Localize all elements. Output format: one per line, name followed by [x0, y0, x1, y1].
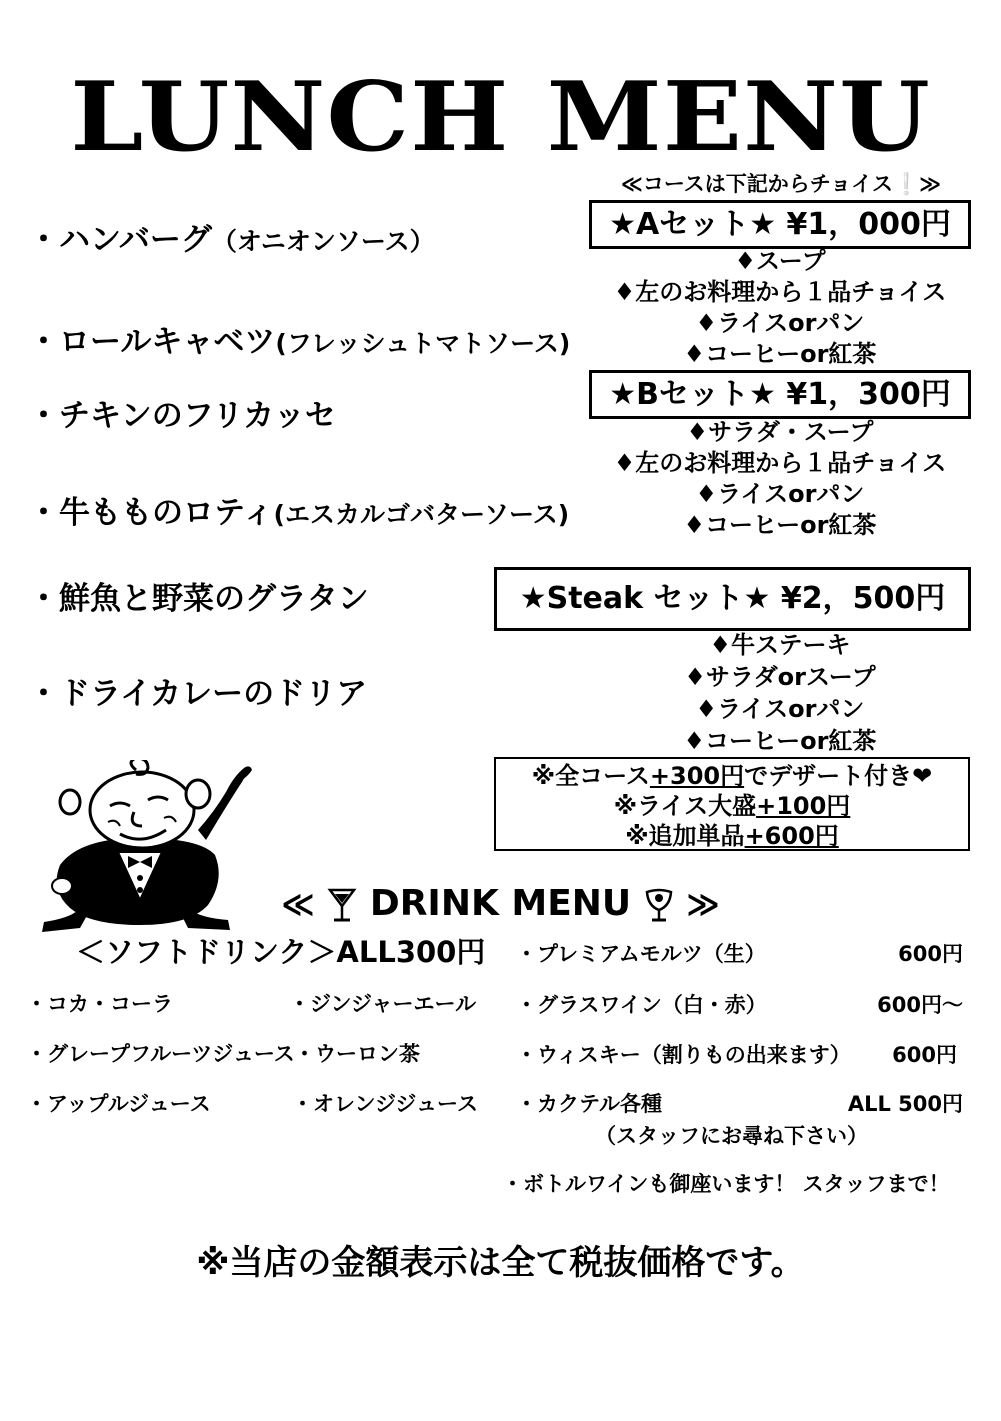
- note-price: +300円: [649, 762, 745, 790]
- alcohol-item-name: ・カクテル各種: [516, 1092, 662, 1116]
- soft-drink-item: ・オレンジジュース: [292, 1092, 478, 1116]
- dish-name: ・ハンバーグ: [28, 222, 212, 258]
- set-steak-line: ♦サラダorスープ: [684, 663, 876, 691]
- note-text: ※全コース: [531, 762, 650, 790]
- set-steak-title-box: [494, 567, 971, 631]
- note-price: +100円: [756, 792, 851, 820]
- alcohol-item-price: 600円: [898, 942, 963, 966]
- soft-drink-item: ・ウーロン茶: [294, 1042, 420, 1066]
- set-steak-line: ♦ライスorパン: [695, 695, 865, 723]
- dish-item: [28, 220, 435, 262]
- dish-sauce: （オニオンソース）: [211, 227, 435, 256]
- set-a-line: ♦ライスorパン: [695, 309, 865, 337]
- dish-item: [28, 396, 336, 438]
- dish-sauce: (フレッシュトマトソース): [275, 329, 571, 358]
- alcohol-item-name: ・ウィスキー（割りもの出来ます）: [516, 1043, 851, 1067]
- set-a-line: ♦スープ: [734, 247, 826, 275]
- drink-menu-heading: DRINK MENU: [369, 883, 632, 924]
- chevron-left-icon: ≪: [281, 885, 315, 923]
- dish-item: [28, 322, 570, 364]
- set-b-title: ★Bセット★ ¥1，300円: [609, 377, 951, 412]
- set-a-line: ♦コーヒーor紅茶: [683, 340, 877, 368]
- dish-name: ・ロールキャベツ: [28, 324, 276, 360]
- alcohol-item-price: 600円～: [877, 993, 963, 1017]
- set-a-contents: [589, 246, 971, 370]
- bottle-wine-note: ・ボトルワインも御座います！ スタッフまで！: [502, 1172, 950, 1196]
- chevron-right-icon: ≫: [686, 885, 720, 923]
- note-price: +600円: [744, 822, 839, 850]
- set-b-line: ♦コーヒーor紅茶: [683, 511, 877, 539]
- cocktail-note: （スタッフにお尋ね下さい）: [595, 1124, 868, 1148]
- set-b-line: ♦ライスorパン: [695, 480, 865, 508]
- dish-item: [28, 493, 569, 535]
- dish-name: ・鮮魚と野菜のグラタン: [28, 581, 369, 617]
- dish-item: [28, 674, 367, 716]
- cocktail-glass-icon: [327, 886, 357, 924]
- tropical-drink-icon: [644, 886, 674, 924]
- note-text: ※追加単品: [625, 822, 745, 850]
- dish-name: ・チキンのフリカッセ: [28, 398, 336, 434]
- set-a-title: ★Aセット★ ¥1，000円: [609, 207, 951, 242]
- dish-name: ・牛もものロティ: [28, 495, 274, 531]
- dish-sauce: (エスカルゴバターソース): [273, 500, 570, 529]
- course-choice-note: ≪コースは下記からチョイス❕≫: [620, 172, 942, 196]
- set-b-contents: [589, 417, 971, 541]
- set-a-title-box: [589, 200, 971, 249]
- alcohol-item-name: ・プレミアムモルツ（生）: [516, 942, 766, 966]
- alcohol-item-name: ・グラスワイン（白・赤）: [516, 993, 767, 1017]
- menu-title: LUNCH MENU: [70, 59, 931, 174]
- set-a-line: ♦左のお料理から１品チョイス: [613, 278, 947, 306]
- large-rice-note: [496, 791, 968, 821]
- soft-drink-item: ・グレープフルーツジュース: [26, 1042, 295, 1066]
- extra-item-note: [496, 821, 968, 851]
- dessert-note: [496, 761, 968, 791]
- set-b-line: ♦左のお料理から１品チョイス: [613, 449, 947, 477]
- extras-note-box: [494, 757, 970, 851]
- note-text: でデザート付き❤: [744, 762, 933, 790]
- dish-name: ・ドライカレーのドリア: [28, 676, 368, 712]
- note-text: ※ライス大盛: [613, 792, 757, 820]
- set-steak-contents: [589, 629, 971, 757]
- set-steak-line: ♦牛ステーキ: [709, 631, 851, 659]
- soft-drink-item: ・ジンジャーエール: [289, 992, 477, 1016]
- tax-note-footer: ※当店の金額表示は全て税抜価格です。: [196, 1243, 805, 1283]
- set-b-title-box: [589, 370, 971, 419]
- set-b-line: ♦サラダ・スープ: [686, 418, 874, 446]
- set-steak-title: ★Steak セット★ ¥2，500円: [519, 581, 946, 616]
- set-steak-line: ♦コーヒーor紅茶: [683, 727, 877, 755]
- alcohol-item-price: ALL 500円: [847, 1092, 963, 1116]
- soft-drink-heading: ＜ソフトドリンク＞ALL300円: [76, 935, 486, 969]
- drink-menu-title: [0, 878, 1001, 930]
- soft-drink-item: ・アップルジュース: [26, 1092, 211, 1116]
- alcohol-item-price: 600円: [892, 1043, 957, 1067]
- soft-drink-item: ・コカ・コーラ: [26, 992, 173, 1016]
- dish-item: [28, 579, 369, 621]
